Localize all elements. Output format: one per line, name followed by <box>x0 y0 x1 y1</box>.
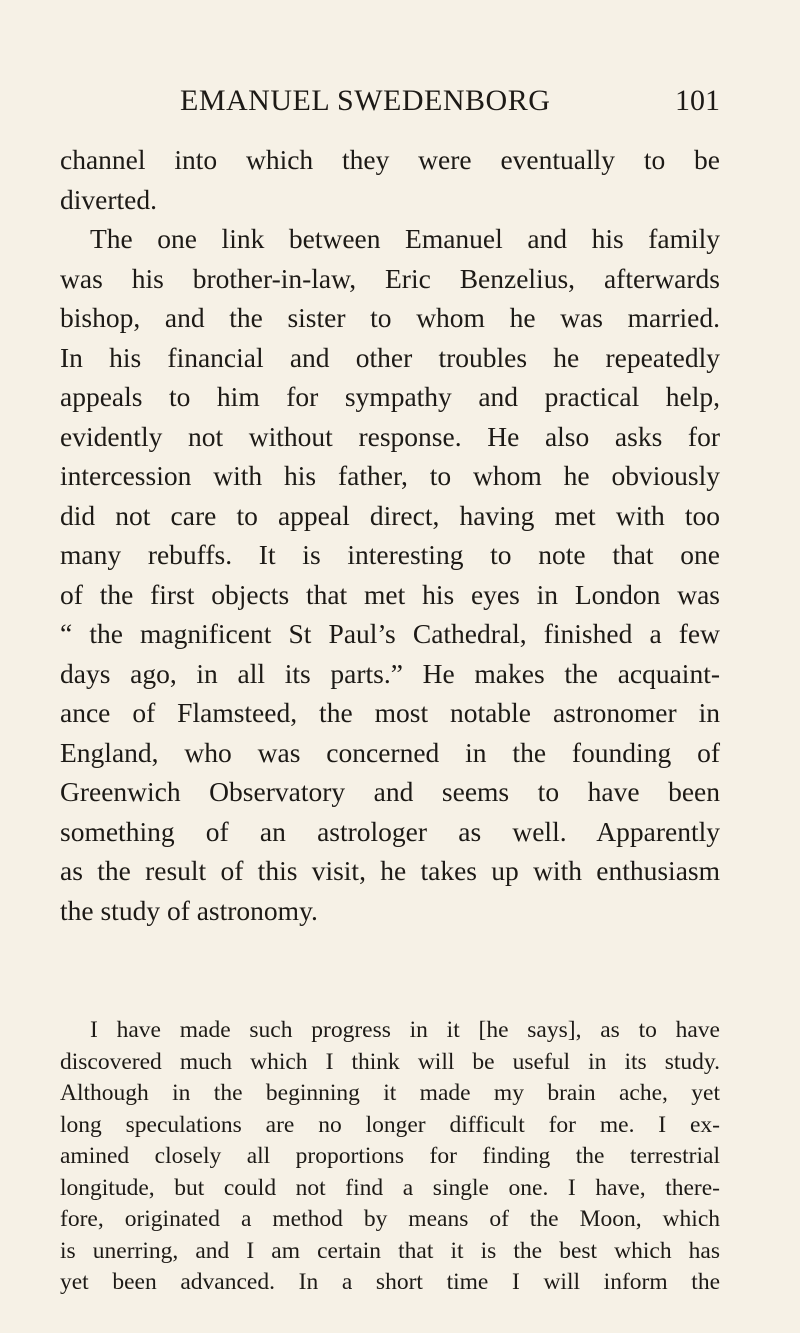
quote-line: fore, originated a method by means of the Moon, which <box>60 1206 720 1232</box>
text-line: did not care to appeal direct, having met with too <box>60 499 720 531</box>
text-line: days ago, in all its parts.” He makes the acquaint- <box>60 657 720 689</box>
quote-line: long speculations are no longer difficult for me. I ex- <box>60 1111 720 1138</box>
running-title: EMANUEL SWEDENBORG <box>180 84 551 117</box>
text-line: ance of Flamsteed, the most notable astronomer in <box>60 697 720 728</box>
text-line: many rebuffs. It is interesting to note that one <box>60 539 720 570</box>
quote-line: is unerring, and I am certain that it is the best which has <box>60 1237 720 1264</box>
quote-line: discovered much which I think will be useful in its study. <box>60 1048 720 1075</box>
quote-line: amined closely all proportions for finding the terrestrial <box>60 1143 720 1169</box>
text-line: Greenwich Observatory and seems to have been <box>60 776 720 807</box>
quote-line: longitude, but could not find a single one. I have, there- <box>60 1174 720 1201</box>
block-quote <box>60 1015 720 1299</box>
text-line: The one link between Emanuel and his family <box>90 223 720 254</box>
text-line: “ the magnificent St Paul’s Cathedral, finished a few <box>60 618 720 649</box>
text-line: intercession with his father, to whom he obviously <box>60 460 720 491</box>
quote-line: Although in the beginning it made my brain ache, yet <box>60 1080 720 1106</box>
text-line: as the result of this visit, he takes up with enthusiasm <box>60 855 720 886</box>
page-number: 101 <box>675 84 720 117</box>
quote-line: yet been advanced. In a short time I will inform the <box>60 1269 720 1295</box>
text-line: something of an astrologer as well. Apparently <box>60 815 720 847</box>
body-paragraphs <box>60 140 720 930</box>
quote-line: I have made such progress in it [he says], as to have <box>90 1017 720 1043</box>
text-line: evidently not without response. He also asks for <box>60 420 720 452</box>
text-line: In his financial and other troubles he repeatedly <box>60 341 720 373</box>
text-line: channel into which they were eventually to be <box>60 144 720 175</box>
page-header <box>60 84 720 124</box>
text-line: of the first objects that met his eyes in London was <box>60 578 720 610</box>
text-line: was his brother-in-law, Eric Benzelius, afterwards <box>60 262 720 294</box>
text-line: appeals to him for sympathy and practical help, <box>60 381 720 412</box>
text-line: the study of astronomy. <box>60 894 318 926</box>
text-line: bishop, and the sister to whom he was married. <box>60 302 720 333</box>
text-line: diverted. <box>60 183 157 215</box>
text-line: England, who was concerned in the founding of <box>60 736 720 768</box>
